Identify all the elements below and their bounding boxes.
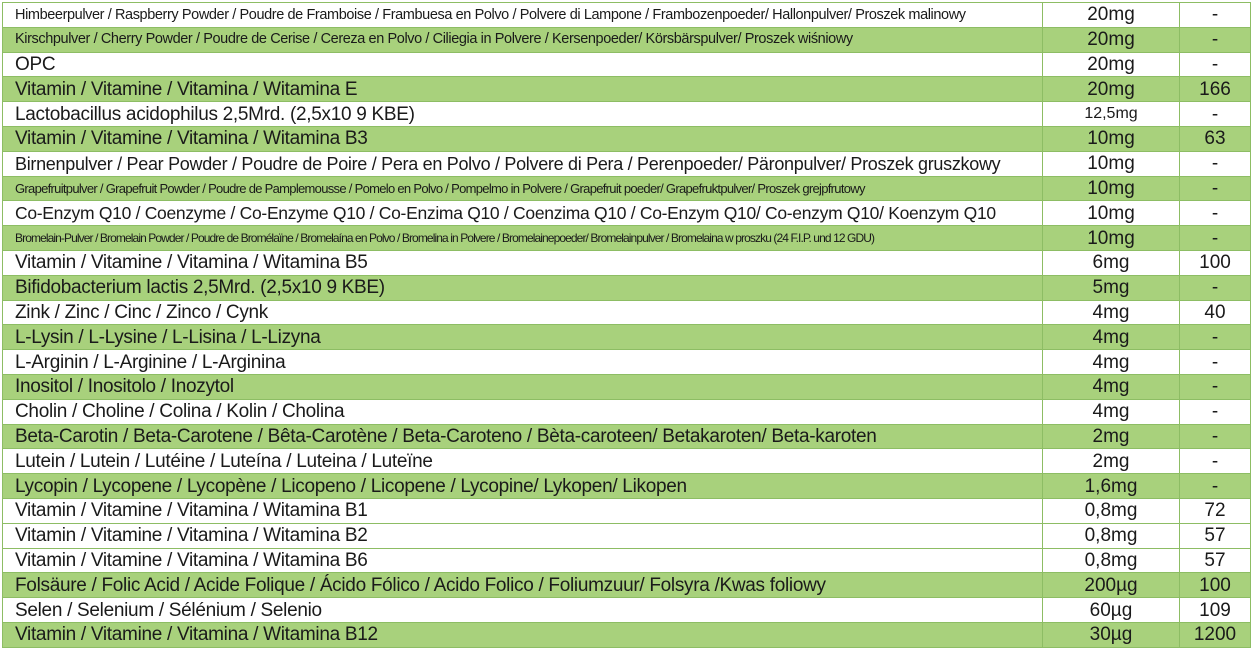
ingredient-amount: 4mg xyxy=(1043,325,1180,350)
ingredient-name: Bifidobacterium lactis 2,5Mrd. (2,5x10 9 KBE) xyxy=(3,275,1043,300)
ingredient-amount: 20mg xyxy=(1043,27,1180,52)
ingredient-amount: 4mg xyxy=(1043,374,1180,399)
ingredient-amount: 12,5mg xyxy=(1043,102,1180,127)
ingredient-percent: - xyxy=(1180,424,1251,449)
table-row xyxy=(3,126,1251,151)
ingredient-name: Folsäure / Folic Acid / Acide Folique / Ácido Fólico / Acido Folico / Foliumzuur/ Folsyra /Kwas foliowy xyxy=(3,573,1043,598)
table-row xyxy=(3,77,1251,102)
ingredient-percent: - xyxy=(1180,275,1251,300)
ingredient-amount: 2mg xyxy=(1043,449,1180,474)
ingredient-percent: - xyxy=(1180,151,1251,176)
table-row xyxy=(3,201,1251,226)
ingredient-name: Zink / Zinc / Cinc / Zinco / Cynk xyxy=(3,300,1043,325)
ingredient-amount: 20mg xyxy=(1043,3,1180,28)
ingredient-name: Vitamin / Vitamine / Vitamina / Witamina B3 xyxy=(3,126,1043,151)
ingredient-name: OPC xyxy=(3,52,1043,77)
ingredient-percent: - xyxy=(1180,201,1251,226)
ingredient-percent: 109 xyxy=(1180,598,1251,623)
ingredient-percent: 57 xyxy=(1180,548,1251,573)
ingredient-name: Kirschpulver / Cherry Powder / Poudre de Cerise / Cereza en Polvo / Ciliegia in Polvere / Kersenpoeder/ Körsbärspulver/ Proszek wiśniowy xyxy=(3,27,1043,52)
ingredient-amount: 2mg xyxy=(1043,424,1180,449)
nutrition-table xyxy=(2,2,1251,648)
ingredient-name: Lycopin / Lycopene / Lycopène / Licopeno / Licopene / Lycopine/ Lykopen/ Likopen xyxy=(3,474,1043,499)
table-row xyxy=(3,374,1251,399)
ingredient-name: Grapefruitpulver / Grapefruit Powder / Poudre de Pamplemousse / Pomelo en Polvo / Pompelmo in Polvere / Grapefruit poeder/ Grapefruktpulver/ Proszek grejpfrutowy xyxy=(3,176,1043,201)
ingredient-percent: - xyxy=(1180,350,1251,375)
table-row xyxy=(3,622,1251,647)
ingredient-percent: - xyxy=(1180,27,1251,52)
ingredient-amount: 4mg xyxy=(1043,350,1180,375)
ingredient-percent: - xyxy=(1180,449,1251,474)
ingredient-name: Birnenpulver / Pear Powder / Poudre de Poire / Pera en Polvo / Polvere di Pera / Perenpoeder/ Päronpulver/ Proszek gruszkowy xyxy=(3,151,1043,176)
ingredient-percent: - xyxy=(1180,374,1251,399)
ingredient-percent: - xyxy=(1180,325,1251,350)
ingredient-percent: - xyxy=(1180,3,1251,28)
ingredient-percent: - xyxy=(1180,399,1251,424)
ingredient-percent: - xyxy=(1180,226,1251,251)
ingredient-amount: 10mg xyxy=(1043,201,1180,226)
table-row xyxy=(3,102,1251,127)
ingredient-amount: 5mg xyxy=(1043,275,1180,300)
table-row xyxy=(3,226,1251,251)
ingredient-percent: 100 xyxy=(1180,573,1251,598)
table-row xyxy=(3,3,1251,28)
ingredient-name: Lutein / Lutein / Lutéine / Luteína / Luteina / Luteïne xyxy=(3,449,1043,474)
table-row xyxy=(3,176,1251,201)
ingredient-percent: - xyxy=(1180,52,1251,77)
table-row xyxy=(3,325,1251,350)
ingredient-amount: 0,8mg xyxy=(1043,523,1180,548)
table-row xyxy=(3,573,1251,598)
ingredient-name: Inositol / Inositolo / Inozytol xyxy=(3,374,1043,399)
table-row xyxy=(3,399,1251,424)
ingredient-name: L-Lysin / L-Lysine / L-Lisina / L-Lizyna xyxy=(3,325,1043,350)
ingredient-name: Cholin / Choline / Colina / Kolin / Cholina xyxy=(3,399,1043,424)
table-row xyxy=(3,275,1251,300)
ingredient-percent: - xyxy=(1180,176,1251,201)
table-row xyxy=(3,548,1251,573)
ingredient-name: Lactobacillus acidophilus 2,5Mrd. (2,5x10 9 KBE) xyxy=(3,102,1043,127)
ingredient-amount: 30µg xyxy=(1043,622,1180,647)
ingredient-amount: 10mg xyxy=(1043,176,1180,201)
ingredient-amount: 20mg xyxy=(1043,52,1180,77)
ingredient-name: L-Arginin / L-Arginine / L-Arginina xyxy=(3,350,1043,375)
ingredient-name: Selen / Selenium / Sélénium / Selenio xyxy=(3,598,1043,623)
ingredient-name: Vitamin / Vitamine / Vitamina / Witamina B12 xyxy=(3,622,1043,647)
ingredient-amount: 10mg xyxy=(1043,151,1180,176)
ingredient-amount: 10mg xyxy=(1043,126,1180,151)
ingredient-amount: 6mg xyxy=(1043,250,1180,275)
table-row xyxy=(3,151,1251,176)
ingredient-amount: 60µg xyxy=(1043,598,1180,623)
ingredient-percent: 72 xyxy=(1180,498,1251,523)
ingredient-name: Vitamin / Vitamine / Vitamina / Witamina B2 xyxy=(3,523,1043,548)
table-row xyxy=(3,424,1251,449)
ingredient-amount: 0,8mg xyxy=(1043,498,1180,523)
ingredient-name: Co-Enzym Q10 / Coenzyme / Co-Enzyme Q10 / Co-Enzima Q10 / Coenzima Q10 / Co-Enzym Q10/ Co-enzym Q10/ Koenzym Q10 xyxy=(3,201,1043,226)
table-row xyxy=(3,250,1251,275)
table-row xyxy=(3,498,1251,523)
ingredient-amount: 1,6mg xyxy=(1043,474,1180,499)
ingredient-amount: 4mg xyxy=(1043,300,1180,325)
ingredient-amount: 4mg xyxy=(1043,399,1180,424)
table-row xyxy=(3,350,1251,375)
ingredient-name: Vitamin / Vitamine / Vitamina / Witamina B5 xyxy=(3,250,1043,275)
ingredient-percent: 100 xyxy=(1180,250,1251,275)
ingredient-name: Beta-Carotin / Beta-Carotene / Bêta-Carotène / Beta-Caroteno / Bèta-caroteen/ Betakaroten/ Beta-karoten xyxy=(3,424,1043,449)
ingredient-name: Vitamin / Vitamine / Vitamina / Witamina B6 xyxy=(3,548,1043,573)
table-row xyxy=(3,523,1251,548)
ingredient-percent: - xyxy=(1180,474,1251,499)
table-row xyxy=(3,474,1251,499)
table-row xyxy=(3,300,1251,325)
ingredient-percent: 57 xyxy=(1180,523,1251,548)
ingredient-amount: 10mg xyxy=(1043,226,1180,251)
ingredient-percent: 166 xyxy=(1180,77,1251,102)
ingredient-name: Vitamin / Vitamine / Vitamina / Witamina B1 xyxy=(3,498,1043,523)
ingredient-amount: 200µg xyxy=(1043,573,1180,598)
table-row xyxy=(3,449,1251,474)
ingredient-name: Bromelain-Pulver / Bromelain Powder / Poudre de Bromélaïne / Bromelaína en Polvo / Bromelina in Polvere / Bromelainepoeder/ Bromelainpulver / Bromelaina w proszku (24 F.I.P. und 12 GDU) xyxy=(3,226,1043,251)
ingredient-amount: 0,8mg xyxy=(1043,548,1180,573)
ingredient-percent: - xyxy=(1180,102,1251,127)
ingredient-amount: 20mg xyxy=(1043,77,1180,102)
ingredient-name: Vitamin / Vitamine / Vitamina / Witamina E xyxy=(3,77,1043,102)
ingredient-percent: 63 xyxy=(1180,126,1251,151)
ingredient-percent: 1200 xyxy=(1180,622,1251,647)
table-row xyxy=(3,598,1251,623)
ingredient-percent: 40 xyxy=(1180,300,1251,325)
table-row xyxy=(3,52,1251,77)
table-row xyxy=(3,27,1251,52)
ingredient-name: Himbeerpulver / Raspberry Powder / Poudre de Framboise / Frambuesa en Polvo / Polvere di Lampone / Frambozenpoeder/ Hallonpulver/ Proszek malinowy xyxy=(3,3,1043,28)
